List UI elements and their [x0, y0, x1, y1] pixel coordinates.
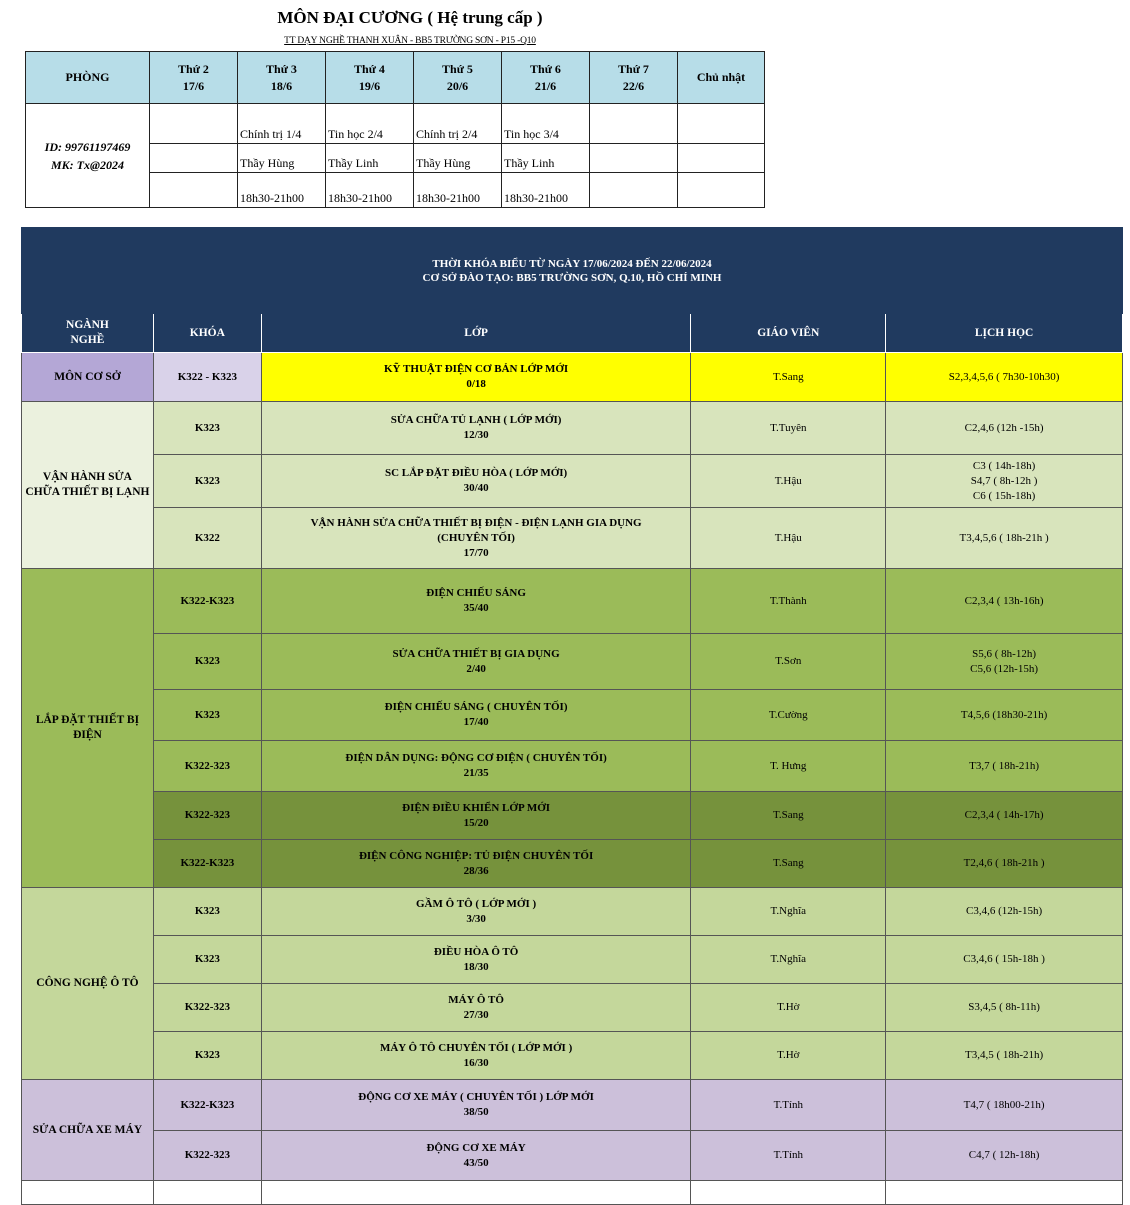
teacher-cell: T.Sơn	[691, 634, 886, 690]
class-enrollment: 17/70	[463, 546, 489, 559]
timetable-cell	[678, 173, 765, 208]
schedule-row	[22, 741, 1123, 792]
program-name-cell: SỬA CHỮA XE MÁY	[22, 1080, 154, 1181]
program-name-cell: MÔN CƠ SỞ	[22, 353, 154, 402]
class-cell	[261, 353, 691, 402]
khoa-cell: K322-323	[153, 792, 261, 840]
schedule-row	[22, 508, 1123, 569]
khoa-cell: K322	[153, 508, 261, 569]
program-name-cell: CÔNG NGHỆ Ô TÔ	[22, 888, 154, 1080]
schedule-time-cell: C2,4,6 (12h -15h)	[886, 402, 1123, 455]
class-name: SỬA CHỮA THIẾT BỊ GIA DỤNG	[392, 647, 560, 660]
schedule-row	[22, 1131, 1123, 1181]
teacher-cell: T.Tính	[691, 1131, 886, 1181]
schedule-time-cell: T3,7 ( 18h-21h)	[886, 741, 1123, 792]
timetable-cell: Chính trị 1/4	[238, 104, 326, 144]
class-cell	[261, 741, 691, 792]
schedule-time-cell: T3,4,5,6 ( 18h-21h )	[886, 508, 1123, 569]
schedule-row	[22, 690, 1123, 741]
schedule-time-cell: C4,7 ( 12h-18h)	[886, 1131, 1123, 1181]
room-header: PHÒNG	[26, 52, 150, 104]
program-name-cell: LẮP ĐẶT THIẾT BỊ ĐIỆN	[22, 569, 154, 888]
timetable-cell: Chính trị 2/4	[414, 104, 502, 144]
khoa-cell: K322-K323	[153, 840, 261, 888]
class-enrollment: 12/30	[463, 429, 489, 441]
schedule-time-cell: S2,3,4,5,6 ( 7h30-10h30)	[886, 353, 1123, 402]
class-enrollment: 18/30	[463, 960, 489, 973]
timetable-cell	[150, 144, 238, 173]
khoa-cell: K323	[153, 634, 261, 690]
day-header: Thứ 2 17/6	[150, 52, 238, 104]
schedule-time-cell: C3 ( 14h-18h) S4,7 ( 8h-12h ) C6 ( 15h-18h)	[886, 455, 1123, 508]
schedule-time-cell: C2,3,4 ( 13h-16h)	[886, 569, 1123, 634]
teacher-cell: T.Nghĩa	[691, 936, 886, 984]
class-cell	[261, 792, 691, 840]
class-cell	[261, 984, 691, 1032]
class-cell	[261, 455, 691, 508]
schedule-row	[22, 353, 1123, 402]
timetable-cell	[590, 173, 678, 208]
meeting-credentials	[26, 104, 150, 208]
schedule-time-cell: S3,4,5 ( 8h-11h)	[886, 984, 1123, 1032]
meeting-password: MK: Tx@2024	[51, 157, 124, 172]
schedule-row	[22, 840, 1123, 888]
teacher-cell: T.Cường	[691, 690, 886, 741]
timetable-cell: 18h30-21h00	[414, 173, 502, 208]
schedule-time-cell: T4,5,6 (18h30-21h)	[886, 690, 1123, 741]
class-cell	[261, 1032, 691, 1080]
timetable-cell: Thầy Linh	[326, 144, 414, 173]
column-header-lop: LỚP	[261, 314, 691, 353]
teacher-cell: T. Hưng	[691, 741, 886, 792]
schedule-row	[22, 1080, 1123, 1131]
timetable-cell: 18h30-21h00	[502, 173, 590, 208]
class-enrollment: 0/18	[466, 378, 486, 390]
page-title: MÔN ĐẠI CƯƠNG ( Hệ trung cấp )	[277, 8, 543, 27]
empty-cell	[261, 1181, 691, 1205]
class-name: ĐIỆN DÂN DỤNG: ĐỘNG CƠ ĐIỆN ( CHUYÊN TỐI)	[345, 752, 607, 764]
schedule-banner-location: CƠ SỞ ĐÀO TẠO: BB5 TRƯỜNG SƠN, Q.10, HỒ CHÍ MINH	[422, 271, 722, 284]
class-cell	[261, 402, 691, 455]
timetable-cell: Tin học 3/4	[502, 104, 590, 144]
schedule-row	[22, 634, 1123, 690]
schedule-row	[22, 792, 1123, 840]
class-enrollment: 3/30	[466, 912, 486, 925]
class-enrollment: 30/40	[463, 482, 489, 494]
khoa-cell: K323	[153, 690, 261, 741]
schedule-time-cell: S5,6 ( 8h-12h) C5,6 (12h-15h)	[886, 634, 1123, 690]
khoa-cell: K322-323	[153, 741, 261, 792]
teacher-cell: T.Tính	[691, 1080, 886, 1131]
khoa-cell: K323	[153, 1032, 261, 1080]
timetable-cell	[678, 104, 765, 144]
schedule-row	[22, 888, 1123, 936]
class-enrollment: 15/20	[463, 816, 489, 829]
timetable-cell: Thầy Linh	[502, 144, 590, 173]
timetable-cell	[590, 144, 678, 173]
schedule-time-cell: C2,3,4 ( 14h-17h)	[886, 792, 1123, 840]
teacher-cell: T.Hờ	[691, 1032, 886, 1080]
class-enrollment: 16/30	[463, 1056, 489, 1069]
class-name: MÁY Ô TÔ CHUYÊN TỐI ( LỚP MỚI )	[379, 1041, 573, 1054]
column-header-khoa: KHÓA	[153, 314, 261, 353]
class-enrollment: 21/35	[463, 767, 489, 779]
class-name: ĐỘNG CƠ XE MÁY	[426, 1141, 526, 1154]
class-name: SỬA CHỮA TỦ LẠNH ( LỚP MỚI)	[390, 414, 562, 426]
class-cell	[261, 508, 691, 569]
class-cell	[261, 840, 691, 888]
schedule-time-cell: C3,4,6 (12h-15h)	[886, 888, 1123, 936]
class-cell	[261, 634, 691, 690]
teacher-cell: T.Sang	[691, 792, 886, 840]
class-name: SC LẮP ĐẶT ĐIỀU HÒA ( LỚP MỚI)	[384, 467, 568, 479]
timetable-cell	[150, 173, 238, 208]
class-name: MÁY Ô TÔ	[448, 993, 504, 1006]
class-name: GẦM Ô TÔ ( LỚP MỚI )	[416, 897, 537, 910]
class-cell	[261, 1131, 691, 1181]
column-header-giao-vien: GIÁO VIÊN	[691, 314, 886, 353]
page-subtitle: TT DẠY NGHỀ THANH XUÂN - BB5 TRƯỜNG SƠN - P15 -Q10	[284, 36, 536, 46]
general-timetable	[25, 51, 765, 208]
timetable-cell	[590, 104, 678, 144]
teacher-cell: T.Hờ	[691, 984, 886, 1032]
class-name: VẬN HÀNH SỬA CHỮA THIẾT BỊ ĐIỆN - ĐIỆN LẠNH GIA DỤNG (CHUYÊN TỐI)	[310, 516, 642, 544]
class-enrollment: 2/40	[466, 662, 486, 675]
column-header-lich-hoc: LỊCH HỌC	[886, 314, 1123, 353]
schedule-row	[22, 455, 1123, 508]
schedule-row	[22, 984, 1123, 1032]
teacher-cell: T.Hậu	[691, 508, 886, 569]
schedule-time-cell: T4,7 ( 18h00-21h)	[886, 1080, 1123, 1131]
class-cell	[261, 888, 691, 936]
class-enrollment: 28/36	[463, 864, 489, 877]
timetable-cell	[150, 104, 238, 144]
khoa-cell: K322-323	[153, 1131, 261, 1181]
schedule-row	[22, 1032, 1123, 1080]
khoa-cell: K322-K323	[153, 1080, 261, 1131]
khoa-cell: K322-K323	[153, 569, 261, 634]
program-name-cell: VẬN HÀNH SỬA CHỮA THIẾT BỊ LẠNH	[22, 402, 154, 569]
khoa-cell: K323	[153, 455, 261, 508]
empty-cell	[22, 1181, 154, 1205]
class-cell	[261, 569, 691, 634]
class-name: ĐIỀU HÒA Ô TÔ	[433, 945, 519, 958]
schedule-row	[22, 402, 1123, 455]
class-name: ĐIỆN CHIẾU SÁNG ( CHUYÊN TỐI)	[384, 701, 568, 713]
class-enrollment: 27/30	[463, 1008, 489, 1021]
timetable-cell	[678, 144, 765, 173]
teacher-cell: T.Hậu	[691, 455, 886, 508]
class-cell	[261, 690, 691, 741]
timetable-cell: Tin học 2/4	[326, 104, 414, 144]
timetable-cell: Thầy Hùng	[414, 144, 502, 173]
timetable-cell: 18h30-21h00	[326, 173, 414, 208]
khoa-cell: K323	[153, 402, 261, 455]
class-name: KỸ THUẬT ĐIỆN CƠ BẢN LỚP MỚI	[384, 363, 569, 375]
teacher-cell: T.Sang	[691, 840, 886, 888]
class-name: ĐIỆN CHIẾU SÁNG	[426, 587, 526, 599]
timetable-cell: Thầy Hùng	[238, 144, 326, 173]
teacher-cell: T.Thành	[691, 569, 886, 634]
schedule-time-cell: T3,4,5 ( 18h-21h)	[886, 1032, 1123, 1080]
empty-cell	[691, 1181, 886, 1205]
day-header: Thứ 4 19/6	[326, 52, 414, 104]
timetable-cell: 18h30-21h00	[238, 173, 326, 208]
class-enrollment: 17/40	[463, 716, 489, 728]
empty-cell	[886, 1181, 1123, 1205]
class-cell	[261, 936, 691, 984]
teacher-cell: T.Nghĩa	[691, 888, 886, 936]
class-cell	[261, 1080, 691, 1131]
day-header: Thứ 6 21/6	[502, 52, 590, 104]
day-header: Thứ 5 20/6	[414, 52, 502, 104]
khoa-cell: K322 - K323	[153, 353, 261, 402]
schedule-time-cell: C3,4,6 ( 15h-18h )	[886, 936, 1123, 984]
schedule-row	[22, 936, 1123, 984]
meeting-id: ID: 99761197469	[44, 139, 131, 154]
day-header: Chủ nhật	[678, 52, 765, 104]
day-header: Thứ 7 22/6	[590, 52, 678, 104]
teacher-cell: T.Sang	[691, 353, 886, 402]
class-name: ĐIỆN CÔNG NGHIỆP: TỦ ĐIỆN CHUYÊN TỐI	[358, 849, 594, 862]
class-enrollment: 35/40	[463, 602, 489, 614]
column-header-nganh: NGÀNH NGHỀ	[22, 314, 154, 353]
schedule-time-cell: T2,4,6 ( 18h-21h )	[886, 840, 1123, 888]
schedule-banner	[22, 228, 1123, 314]
schedule-row	[22, 569, 1123, 634]
class-enrollment: 38/50	[463, 1106, 489, 1118]
empty-cell	[153, 1181, 261, 1205]
class-enrollment: 43/50	[463, 1156, 489, 1169]
khoa-cell: K323	[153, 888, 261, 936]
schedule-row-empty	[22, 1181, 1123, 1205]
class-schedule-table	[21, 227, 1123, 1205]
khoa-cell: K323	[153, 936, 261, 984]
khoa-cell: K322-323	[153, 984, 261, 1032]
schedule-banner-title: THỜI KHÓA BIỂU TỪ NGÀY 17/06/2024 ĐẾN 22/06/2024	[432, 257, 712, 270]
class-name: ĐỘNG CƠ XE MÁY ( CHUYÊN TỐI ) LỚP MỚI	[358, 1091, 594, 1103]
class-name: ĐIỆN ĐIỀU KHIỂN LỚP MỚI	[402, 801, 551, 814]
day-header: Thứ 3 18/6	[238, 52, 326, 104]
teacher-cell: T.Tuyên	[691, 402, 886, 455]
